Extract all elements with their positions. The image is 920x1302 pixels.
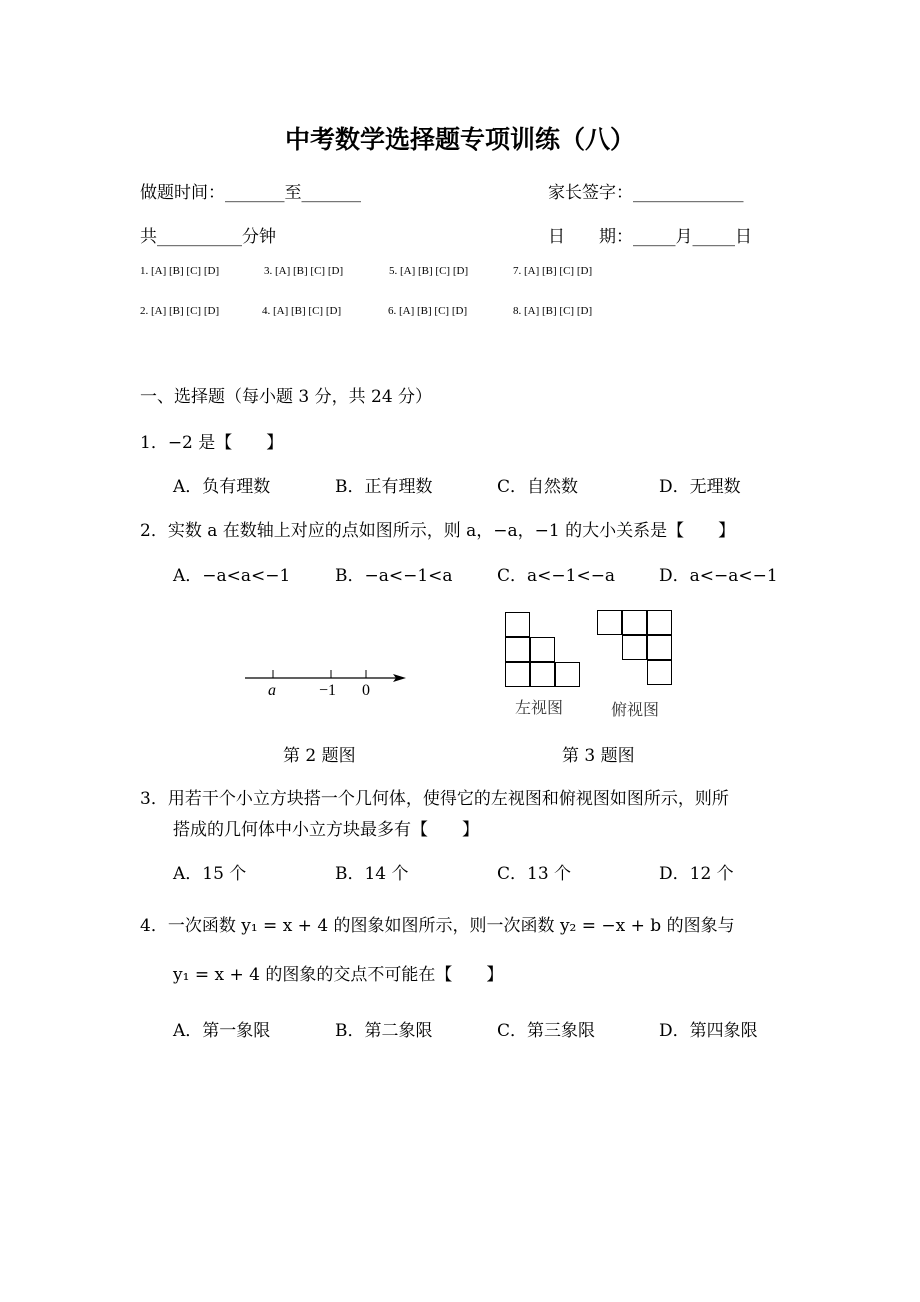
q1-stem: 1．−2 是【 】 xyxy=(140,433,284,453)
q4-option-d: D．第四象限 xyxy=(659,1021,758,1041)
top-view-label: 俯视图 xyxy=(611,700,660,719)
date-field: 日 期：_____月_____日 xyxy=(548,227,752,247)
q3-option-c: C．13 个 xyxy=(497,864,572,884)
q3-option-d: D．12 个 xyxy=(659,864,734,884)
answer-7: 7. [A] [B] [C] [D] xyxy=(513,265,593,277)
q1-option-d: D．无理数 xyxy=(659,477,741,497)
q3-option-a: A．15 个 xyxy=(173,864,247,884)
answer-6: 6. [A] [B] [C] [D] xyxy=(388,305,468,317)
time-field: 做题时间：_______至_______ xyxy=(140,183,361,203)
answer-4: 4. [A] [B] [C] [D] xyxy=(262,305,342,317)
answer-5: 5. [A] [B] [C] [D] xyxy=(389,265,469,277)
q4-stem-line1: 4．一次函数 y₁ = x + 4 的图象如图所示，则一次函数 y₂ = −x + b 的图象与 xyxy=(140,916,735,936)
q4-stem-line2: y₁ = x + 4 的图象的交点不可能在【 】 xyxy=(173,965,504,985)
q2-option-d: D．a<−a<−1 xyxy=(659,566,778,586)
page-title: 中考数学选择题专项训练（八） xyxy=(284,125,635,154)
q2-option-b: B．−a<−1<a xyxy=(335,566,453,586)
q4-option-c: C．第三象限 xyxy=(497,1021,596,1041)
total-time-field: 共__________分钟 xyxy=(140,227,276,247)
answer-1: 1. [A] [B] [C] [D] xyxy=(140,265,220,277)
fig2-caption: 第 2 题图 xyxy=(283,746,356,766)
q2-stem: 2．实数 a 在数轴上对应的点如图所示，则 a，−a，−1 的大小关系是【 】 xyxy=(140,521,736,541)
left-view-label: 左视图 xyxy=(515,698,564,717)
q3-stem-line2: 搭成的几何体中小立方块最多有【 】 xyxy=(173,820,479,840)
q3-stem-line1: 3．用若干个小立方块搭一个几何体，使得它的左视图和俯视图如图所示，则所 xyxy=(140,789,729,809)
parent-sign-field: 家长签字：_____________ xyxy=(548,183,744,203)
q1-option-c: C．自然数 xyxy=(497,477,579,497)
q4-option-b: B．第二象限 xyxy=(335,1021,433,1041)
answer-8: 8. [A] [B] [C] [D] xyxy=(513,305,593,317)
label-neg1: −1 xyxy=(319,682,337,699)
section-heading: 一、选择题（每小题 3 分，共 24 分） xyxy=(140,387,433,407)
answer-2: 2. [A] [B] [C] [D] xyxy=(140,305,220,317)
q1-option-a: A．负有理数 xyxy=(173,477,271,497)
q2-option-c: C．a<−1<−a xyxy=(497,566,616,586)
label-a: a xyxy=(268,682,276,699)
answer-3: 3. [A] [B] [C] [D] xyxy=(264,265,344,277)
q2-option-a: A．−a<a<−1 xyxy=(173,566,291,586)
q3-option-b: B．14 个 xyxy=(335,864,409,884)
label-0: 0 xyxy=(362,682,370,699)
fig3-caption: 第 3 题图 xyxy=(562,746,635,766)
q4-option-a: A．第一象限 xyxy=(173,1021,271,1041)
q1-option-b: B．正有理数 xyxy=(335,477,433,497)
